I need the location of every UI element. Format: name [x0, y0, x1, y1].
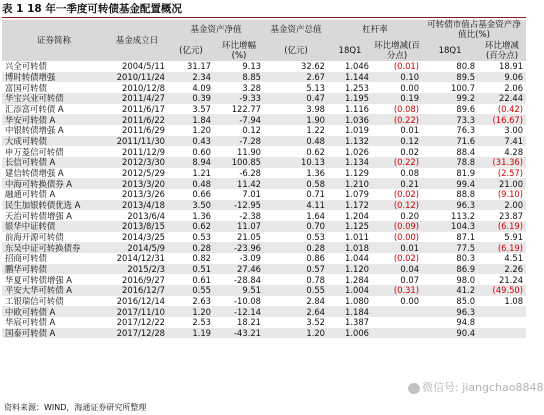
value-cell: 88.4	[422, 146, 478, 157]
value-cell: 2017/12/28	[106, 328, 168, 339]
value-cell: -7.94	[214, 114, 264, 125]
value-cell: 87.1	[422, 232, 478, 243]
value-cell: 2013/6/4	[106, 210, 168, 221]
value-cell: 2012/5/29	[106, 168, 168, 179]
value-cell: 1.125	[328, 221, 372, 232]
table-row	[2, 210, 526, 221]
value-cell: 1.120	[328, 264, 372, 275]
value-cell: 0.86	[264, 253, 328, 264]
value-cell: -2.38	[214, 210, 264, 221]
table-row	[2, 242, 526, 253]
value-cell: 2011/6/17	[106, 104, 168, 115]
value-cell: -6.28	[214, 168, 264, 179]
value-cell: 2010/12/8	[106, 82, 168, 93]
value-cell: 90.4	[422, 328, 478, 339]
table-row	[2, 232, 526, 243]
fund-name-cell: 博时转债增强	[2, 72, 106, 83]
value-cell: 1.20	[168, 125, 214, 136]
value-cell: 11.90	[214, 146, 264, 157]
value-cell: 0.28	[168, 242, 214, 253]
fund-name-cell: 华宸可转债 A	[2, 317, 106, 328]
value-cell: 0.60	[168, 146, 214, 157]
value-cell: 23.87	[478, 210, 526, 221]
value-cell: 1.046	[328, 61, 372, 72]
header-leverage-period: 18Q1	[328, 40, 372, 61]
value-cell: -3.09	[214, 253, 264, 264]
value-cell: 89.6	[422, 104, 478, 115]
table-row	[2, 200, 526, 211]
table-row	[2, 82, 526, 93]
value-cell: 9.13	[214, 61, 264, 72]
value-cell: 0.04	[372, 264, 422, 275]
value-cell: 1.284	[328, 274, 372, 285]
fund-name-cell: 汇添富可转债 A	[2, 104, 106, 115]
value-cell: 0.61	[168, 274, 214, 285]
value-cell: 104.3	[422, 221, 478, 232]
header-leverage-group: 杠杆率	[328, 20, 422, 40]
value-cell: 21.00	[478, 178, 526, 189]
value-cell: 2013/4/18	[106, 200, 168, 211]
value-cell: 76.3	[422, 125, 478, 136]
value-cell: 22.44	[478, 93, 526, 104]
value-cell: (31.36)	[478, 157, 526, 168]
table-row	[2, 264, 526, 275]
value-cell: 1.210	[328, 178, 372, 189]
value-cell: 18.21	[214, 317, 264, 328]
value-cell: 11.07	[214, 221, 264, 232]
value-cell: -43.21	[214, 328, 264, 339]
value-cell: (0.02)	[372, 253, 422, 264]
value-cell: 2.26	[478, 264, 526, 275]
value-cell: 0.70	[264, 221, 328, 232]
value-cell: 2016/12/7	[106, 285, 168, 296]
value-cell: 18.91	[478, 61, 526, 72]
table-row	[2, 317, 526, 328]
value-cell	[372, 317, 422, 328]
value-cell: 2014/3/25	[106, 232, 168, 243]
value-cell: 81.9	[422, 168, 478, 179]
value-cell: 0.47	[264, 93, 328, 104]
value-cell: 1.080	[328, 296, 372, 307]
header-cb-change: 环比增减(百分点)	[478, 40, 526, 61]
value-cell: 2011/6/29	[106, 125, 168, 136]
fund-name-cell: 鹏华可转债	[2, 264, 106, 275]
value-cell: 2017/12/22	[106, 317, 168, 328]
watermark-text: 微信号: jiangchao8848	[422, 381, 544, 394]
value-cell: 94.8	[422, 317, 478, 328]
value-cell: (0.01)	[372, 61, 422, 72]
table-row	[2, 61, 526, 72]
value-cell	[478, 317, 526, 328]
value-cell: (6.19)	[478, 221, 526, 232]
value-cell: 85.0	[422, 296, 478, 307]
value-cell: 1.90	[264, 114, 328, 125]
value-cell: 2017/11/10	[106, 306, 168, 317]
value-cell: -12.14	[214, 306, 264, 317]
fund-name-cell: 招商可转债	[2, 253, 106, 264]
value-cell: (9.10)	[478, 189, 526, 200]
value-cell: 0.28	[264, 242, 328, 253]
value-cell: 27.46	[214, 264, 264, 275]
value-cell: 78.8	[422, 157, 478, 168]
value-cell: 0.19	[372, 93, 422, 104]
value-cell: 77.5	[422, 242, 478, 253]
fund-name-cell: 大成可转债	[2, 136, 106, 147]
value-cell: 2013/3/26	[106, 189, 168, 200]
table-row	[2, 306, 526, 317]
value-cell: 0.71	[264, 189, 328, 200]
value-cell: 2011/12/9	[106, 146, 168, 157]
value-cell: -9.33	[214, 93, 264, 104]
value-cell: (0.00)	[372, 232, 422, 243]
table-title: 表 1 18 年一季度可转债基金配置概况	[2, 2, 526, 18]
value-cell: (0.42)	[478, 104, 526, 115]
value-cell: 41.2	[422, 285, 478, 296]
value-cell: 1.129	[328, 168, 372, 179]
value-cell: 4.11	[264, 200, 328, 211]
value-cell: 0.43	[168, 136, 214, 147]
header-name: 证券简称	[2, 20, 106, 61]
value-cell: (0.22)	[372, 114, 422, 125]
value-cell: 2.64	[264, 306, 328, 317]
value-cell: 3.98	[264, 104, 328, 115]
value-cell: 21.24	[478, 274, 526, 285]
value-cell: 1.64	[264, 210, 328, 221]
value-cell: 100.85	[214, 157, 264, 168]
value-cell: 2.53	[168, 317, 214, 328]
value-cell: 100.7	[422, 82, 478, 93]
value-cell: 1.84	[168, 114, 214, 125]
value-cell: 80.8	[422, 61, 478, 72]
value-cell: 2014/5/9	[106, 242, 168, 253]
value-cell	[478, 306, 526, 317]
value-cell: 3.00	[478, 125, 526, 136]
value-cell: 1.195	[328, 93, 372, 104]
value-cell: 0.48	[168, 178, 214, 189]
value-cell: 1.006	[328, 328, 372, 339]
value-cell: 89.5	[422, 72, 478, 83]
value-cell: 4.09	[168, 82, 214, 93]
fund-name-cell: 中海可转换债券 A	[2, 178, 106, 189]
value-cell: 2010/11/24	[106, 72, 168, 83]
value-cell: 0.55	[168, 285, 214, 296]
value-cell: 3.57	[168, 104, 214, 115]
value-cell: 99.4	[422, 178, 478, 189]
fund-name-cell: 中欧可转债 A	[2, 306, 106, 317]
value-cell: 5.91	[478, 232, 526, 243]
value-cell: 0.10	[372, 72, 422, 83]
fund-name-cell: 华夏可转债增强 A	[2, 274, 106, 285]
header-nav-unit: (亿元)	[168, 40, 214, 61]
value-cell: 7.41	[478, 136, 526, 147]
value-cell: 1.22	[264, 125, 328, 136]
value-cell	[372, 306, 422, 317]
value-cell: 73.3	[422, 114, 478, 125]
value-cell: (0.09)	[372, 221, 422, 232]
value-cell: 3.52	[264, 317, 328, 328]
value-cell: 1.08	[478, 296, 526, 307]
value-cell: 1.204	[328, 210, 372, 221]
wechat-icon	[408, 383, 420, 394]
value-cell: 1.172	[328, 200, 372, 211]
value-cell: 8.85	[214, 72, 264, 83]
value-cell: (0.31)	[372, 285, 422, 296]
header-date: 基金成立日	[106, 20, 168, 61]
table-row	[2, 104, 526, 115]
value-cell: -12.95	[214, 200, 264, 211]
table-header	[2, 20, 526, 61]
fund-name-cell: 工银瑞信可转债	[2, 296, 106, 307]
fund-name-cell: 中银转债增强 A	[2, 125, 106, 136]
fund-name-cell: 国泰可转债 A	[2, 328, 106, 339]
header-cb-group: 可转债市值占基金资产净值比(%)	[422, 20, 526, 40]
value-cell: 1.019	[328, 125, 372, 136]
value-cell: 1.19	[168, 328, 214, 339]
table-row	[2, 114, 526, 125]
value-cell: 1.134	[328, 157, 372, 168]
value-cell: 2.84	[264, 296, 328, 307]
table-row	[2, 93, 526, 104]
value-cell: 98.0	[422, 274, 478, 285]
value-cell: 1.116	[328, 104, 372, 115]
value-cell: 2014/12/31	[106, 253, 168, 264]
value-cell: 1.036	[328, 114, 372, 125]
fund-name-cell: 建信转债增强 A	[2, 168, 106, 179]
value-cell: 31.17	[168, 61, 214, 72]
value-cell: 86.9	[422, 264, 478, 275]
value-cell: 0.53	[168, 232, 214, 243]
value-cell: 0.00	[372, 82, 422, 93]
table-row	[2, 157, 526, 168]
value-cell	[372, 328, 422, 339]
value-cell: 0.55	[264, 285, 328, 296]
value-cell: 2.63	[168, 296, 214, 307]
fund-name-cell: 华安可转债 A	[2, 114, 106, 125]
value-cell: 2011/4/27	[106, 93, 168, 104]
fund-name-cell: 融通可转债 A	[2, 189, 106, 200]
table-row	[2, 168, 526, 179]
value-cell: 0.57	[264, 264, 328, 275]
value-cell: 88.8	[422, 189, 478, 200]
table-row	[2, 274, 526, 285]
table-row	[2, 296, 526, 307]
fund-name-cell: 富国可转债	[2, 82, 106, 93]
value-cell: 71.6	[422, 136, 478, 147]
value-cell: 10.13	[264, 157, 328, 168]
value-cell: -23.96	[214, 242, 264, 253]
fund-name-cell: 平安大华可转债 A	[2, 285, 106, 296]
value-cell: (0.12)	[372, 200, 422, 211]
value-cell: 0.08	[372, 168, 422, 179]
value-cell: (16.67)	[478, 114, 526, 125]
value-cell: 3.50	[168, 200, 214, 211]
value-cell: 0.62	[168, 221, 214, 232]
value-cell	[478, 328, 526, 339]
value-cell: -28.84	[214, 274, 264, 285]
value-cell: 0.51	[168, 264, 214, 275]
value-cell: 99.2	[422, 93, 478, 104]
value-cell: (0.08)	[372, 104, 422, 115]
value-cell: 0.21	[372, 178, 422, 189]
value-cell: 2016/12/14	[106, 296, 168, 307]
value-cell: 113.2	[422, 210, 478, 221]
value-cell: 2015/2/3	[106, 264, 168, 275]
value-cell: 0.82	[168, 253, 214, 264]
value-cell: 11.42	[214, 178, 264, 189]
value-cell: 0.39	[168, 93, 214, 104]
table-body	[2, 61, 526, 338]
value-cell: 9.51	[214, 285, 264, 296]
value-cell: 0.02	[372, 146, 422, 157]
value-cell: 0.12	[372, 136, 422, 147]
fund-name-cell: 申万菱信可转债	[2, 146, 106, 157]
value-cell: 2013/8/15	[106, 221, 168, 232]
fund-name-cell: 兴全可转债	[2, 61, 106, 72]
value-cell: 1.184	[328, 306, 372, 317]
value-cell: 0.66	[168, 189, 214, 200]
fund-name-cell: 民生加银转债优选 A	[2, 200, 106, 211]
value-cell: 7.01	[214, 189, 264, 200]
value-cell: 21.05	[214, 232, 264, 243]
value-cell: 122.77	[214, 104, 264, 115]
value-cell: 1.387	[328, 317, 372, 328]
value-cell: -7.28	[214, 136, 264, 147]
fund-name-cell: 银华中证转债	[2, 221, 106, 232]
value-cell: (2.57)	[478, 168, 526, 179]
value-cell: 1.018	[328, 242, 372, 253]
header-total-unit: (亿元)	[264, 40, 328, 61]
value-cell: 32.62	[264, 61, 328, 72]
fund-table	[2, 20, 526, 338]
table-row	[2, 189, 526, 200]
fund-name-cell: 前海开源可转债	[2, 232, 106, 243]
value-cell: 3.28	[214, 82, 264, 93]
value-cell: 0.12	[214, 125, 264, 136]
header-cb-period: 18Q1	[422, 40, 478, 61]
value-cell: (6.19)	[478, 242, 526, 253]
value-cell: 2016/9/27	[106, 274, 168, 285]
fund-name-cell: 天治可转债增强 A	[2, 210, 106, 221]
table-row	[2, 146, 526, 157]
value-cell: 4.51	[478, 253, 526, 264]
table-row	[2, 125, 526, 136]
value-cell: 9.06	[478, 72, 526, 83]
table-row	[2, 221, 526, 232]
fund-name-cell: 东吴中证可转换债券	[2, 242, 106, 253]
value-cell: 0.53	[264, 232, 328, 243]
header-nav-change: 环比增幅(%)	[214, 40, 264, 61]
value-cell: 1.144	[328, 72, 372, 83]
table-row	[2, 136, 526, 147]
value-cell: 1.20	[264, 328, 328, 339]
value-cell: 8.94	[168, 157, 214, 168]
value-cell: 2.00	[478, 200, 526, 211]
value-cell: 1.026	[328, 146, 372, 157]
value-cell: 4.28	[478, 146, 526, 157]
fund-name-cell: 长信可转债 A	[2, 157, 106, 168]
value-cell: 1.21	[168, 168, 214, 179]
value-cell: 0.62	[264, 146, 328, 157]
value-cell: 5.13	[264, 82, 328, 93]
value-cell: 80.3	[422, 253, 478, 264]
value-cell: 1.011	[328, 232, 372, 243]
value-cell: 0.00	[372, 296, 422, 307]
value-cell: 96.3	[422, 306, 478, 317]
value-cell: 96.3	[422, 200, 478, 211]
value-cell: 2004/5/11	[106, 61, 168, 72]
value-cell: 2013/3/20	[106, 178, 168, 189]
value-cell: 1.132	[328, 136, 372, 147]
value-cell: 0.58	[264, 178, 328, 189]
table-row	[2, 285, 526, 296]
value-cell: 2.34	[168, 72, 214, 83]
value-cell: 2011/11/30	[106, 136, 168, 147]
value-cell: 2011/6/22	[106, 114, 168, 125]
value-cell: 1.36	[264, 168, 328, 179]
header-nav-group: 基金资产净值	[168, 20, 264, 40]
value-cell: 0.01	[372, 125, 422, 136]
value-cell: (0.22)	[372, 157, 422, 168]
value-cell: 2012/3/30	[106, 157, 168, 168]
value-cell: 0.01	[372, 242, 422, 253]
value-cell: 1.044	[328, 253, 372, 264]
fund-name-cell: 华宝兴业可转债	[2, 93, 106, 104]
value-cell: (49.50)	[478, 285, 526, 296]
value-cell: 1.36	[168, 210, 214, 221]
header-total-group: 基金资产总值	[264, 20, 328, 40]
source-note: 资料来源：WIND，海通证券研究所整理	[4, 403, 147, 412]
table-row	[2, 72, 526, 83]
value-cell: -10.08	[214, 296, 264, 307]
watermark	[408, 380, 544, 396]
value-cell: 1.253	[328, 82, 372, 93]
table-row	[2, 253, 526, 264]
value-cell: 2.06	[478, 82, 526, 93]
header-leverage-change: 环比增减(百分点)	[372, 40, 422, 61]
value-cell: (0.02)	[372, 189, 422, 200]
value-cell: 0.20	[372, 210, 422, 221]
table-row	[2, 328, 526, 339]
value-cell: 0.07	[372, 274, 422, 285]
table-row	[2, 178, 526, 189]
value-cell: 1.079	[328, 189, 372, 200]
value-cell: 1.004	[328, 285, 372, 296]
value-cell: 0.78	[264, 274, 328, 285]
value-cell: 2.67	[264, 72, 328, 83]
value-cell: 0.48	[264, 136, 328, 147]
value-cell: 1.20	[168, 306, 214, 317]
